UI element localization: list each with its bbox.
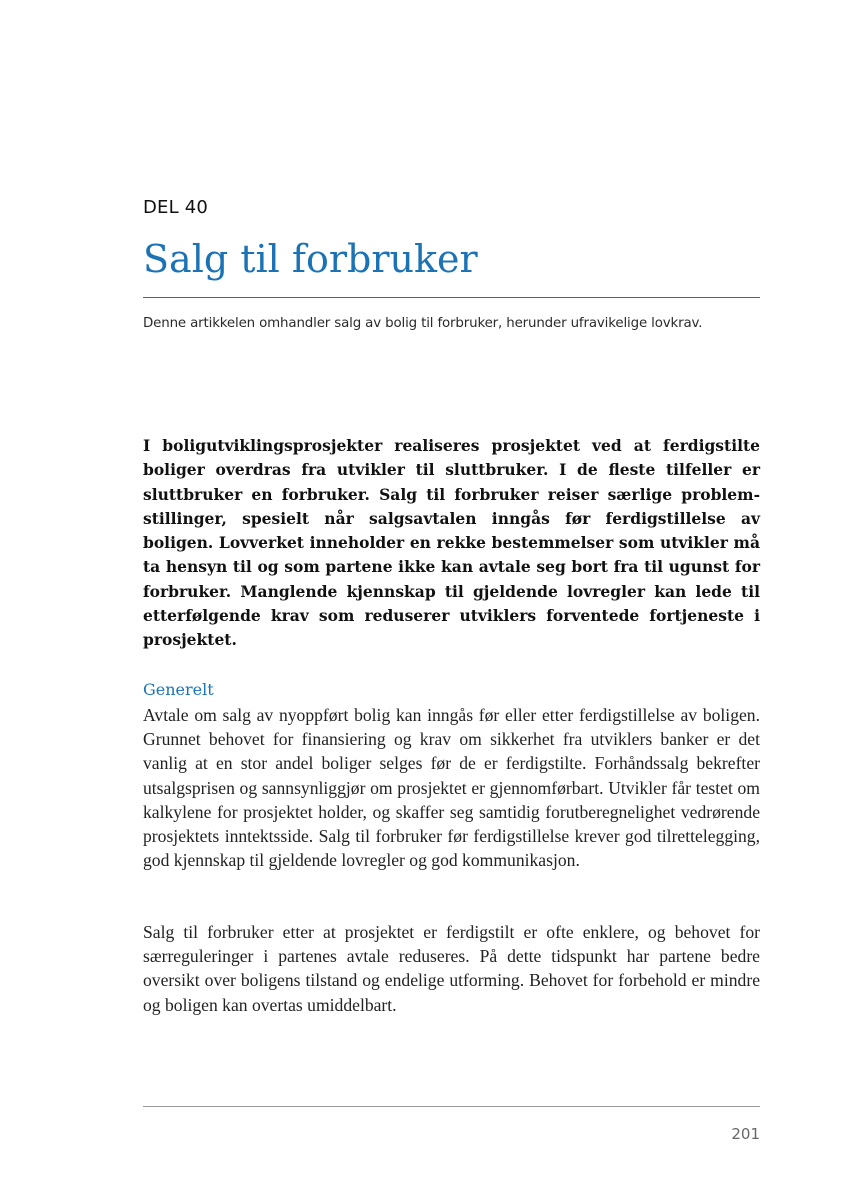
- section-heading: Generelt: [143, 680, 214, 699]
- body-paragraph-2: Salg til forbruker etter at prosjektet er ferdigstilt er ofte enklere, og behovet for særreguleringer i partenes avtale reduseres. På dette tidspunkt har partene bedre oversikt over boligens tilstand og endelige utforming. Behovet for forbehold er mindre og boligen kan overtas umiddelbart.: [143, 922, 760, 1015]
- page-title: Salg til forbruker: [143, 237, 478, 281]
- article-lead: Denne artikkelen omhandler salg av bolig til forbruker, herunder ufravikelige lovkrav.: [143, 316, 703, 331]
- intro-paragraph: I boligutviklingsprosjekter realiseres prosjektet ved at ferdigstilte boliger overdras fra utvikler til sluttbruker. I de fleste tilfeller er sluttbruker en forbruker. Salg til forbruker reiser særlige problemstillinger, spesielt når salgsavtalen inngås før ferdigstillelse av boligen. Lovverket inneholder en rekke bestemmelser som utvikler må ta hensyn til og som partene ikke kan avtale seg bort fra til ugunst for forbruker. Manglende kjennskap til gjeldende lovregler kan lede til etterfølgende krav som reduserer utviklers forventede fortjeneste i prosjektet.: [143, 436, 760, 650]
- body-paragraph-1: Avtale om salg av nyoppført bolig kan inngås før eller etter ferdigstillelse av boligen. Grunnet behovet for finansiering og krav om sikkerhet fra utviklers banker er det vanlig at en stor andel boliger selges før de er ferdigstilte. Forhåndssalg bekrefter utsalgsprisen og sannsynliggjør om prosjektet er gjennomførbart. Utvikler får testet om kalkylene for prosjektet holder, og skaffer seg samtidig forutberegnelighet vedrørende prosjektets inntektsside. Salg til forbruker før ferdigstillelse krever god tilrettelegging, god kjennskap til gjeldende lovregler og god kommunikasjon.: [143, 705, 760, 871]
- page-number: 201: [731, 1125, 760, 1143]
- title-divider: [143, 297, 760, 298]
- part-label: DEL 40: [143, 197, 209, 218]
- footer-divider: [143, 1106, 760, 1107]
